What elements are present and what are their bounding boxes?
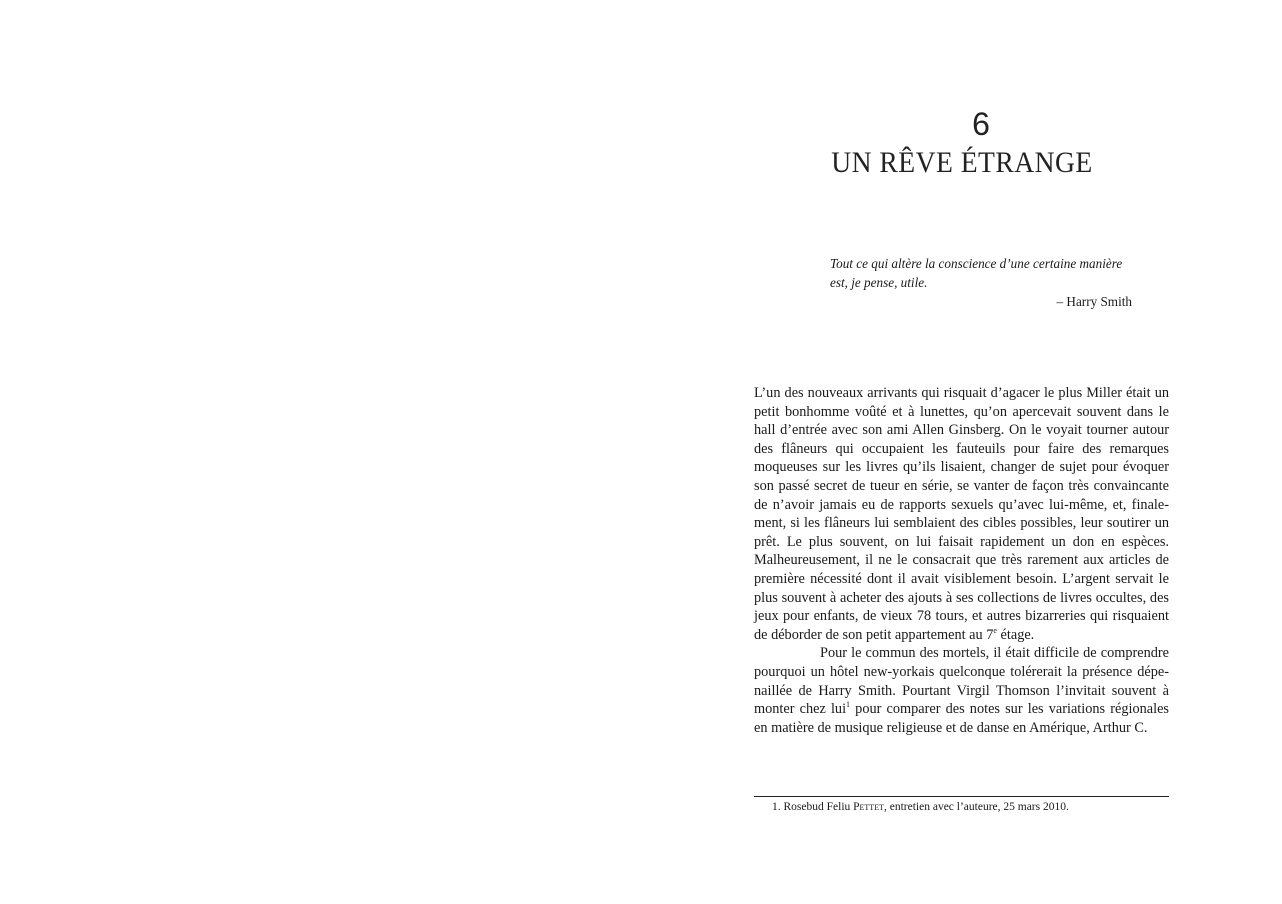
right-page xyxy=(641,0,1282,904)
epigraph-quote-line2: est, je pense, utile. xyxy=(830,275,928,290)
paragraph-1-end: étage. xyxy=(996,626,1035,643)
body-text xyxy=(754,384,1169,737)
footnote-reference[interactable]: 1 xyxy=(846,700,851,710)
epigraph-quote xyxy=(830,254,1132,292)
epigraph-author: – Harry Smith xyxy=(1056,294,1132,309)
paragraph-2-end: pour comparer des notes sur les variations régionales en matière de musique religieuse et de danse en Amérique, Arthur C. xyxy=(754,701,1169,736)
floor-superscript: e xyxy=(993,625,997,635)
chapter-number: 6 xyxy=(972,106,990,142)
paragraph-1-text: L’un des nouveaux arrivants qui risquait d’agacer le plus Miller était un petit bonhomme voûté et à lunettes, qu’on apercevait souvent dans le hall d’entrée avec son ami Allen Ginsberg. On le voyait tourner autour des flâneurs qui occupaient les fauteuils pour faire des remarques moqueuses sur les livres qu’ils lisaient, changer de sujet pour évoquer son passé secret de tueur en série, se vanter de façon très convaincante de n’avoir jamais eu de rapports sexuels qu’avec lui-même, et, finalement, si les flâneurs lui semblaient des cibles possibles, leur soutirer un prêt. Le plus souvent, on lui faisait rapidement un don en espèces. Malheureusement, il ne le consacrait que très rarement aux articles de première nécessité dont il avait visiblement besoin. L’argent servait le plus souvent à acheter des ajouts à ses collections de livres occultes, des jeux pour enfants, de vieux 78 tours, et autres bizarreries qui risquaient de déborder de son petit appartement au 7 xyxy=(754,385,1169,643)
footnote-divider xyxy=(754,796,1169,797)
footnote-text: , entretien avec l’auteure, 25 mars 2010. xyxy=(883,801,1069,813)
footnote-name-first: Rosebud Feliu xyxy=(783,801,851,813)
footnote-number: 1. xyxy=(772,801,781,813)
epigraph-quote-line1: Tout ce qui altère la conscience d’une certaine manière xyxy=(830,256,1123,271)
paragraph-2 xyxy=(754,644,1169,737)
paragraph-1 xyxy=(754,384,1169,644)
footnote xyxy=(772,799,1169,815)
epigraph xyxy=(830,254,1132,311)
chapter-title: UN RÊVE ÉTRANGE xyxy=(831,146,1093,179)
footnote-name-last: Pettet xyxy=(853,801,884,813)
paragraph-2-start: Pour le commun des mortels, il était difficile de comprendre pourquoi un hôtel new-yorkais quelconque tolérerait la présence dépenaillée de Harry Smith. Pourtant Virgil Thomson l’invitait souvent à monter chez lui xyxy=(754,645,1169,718)
